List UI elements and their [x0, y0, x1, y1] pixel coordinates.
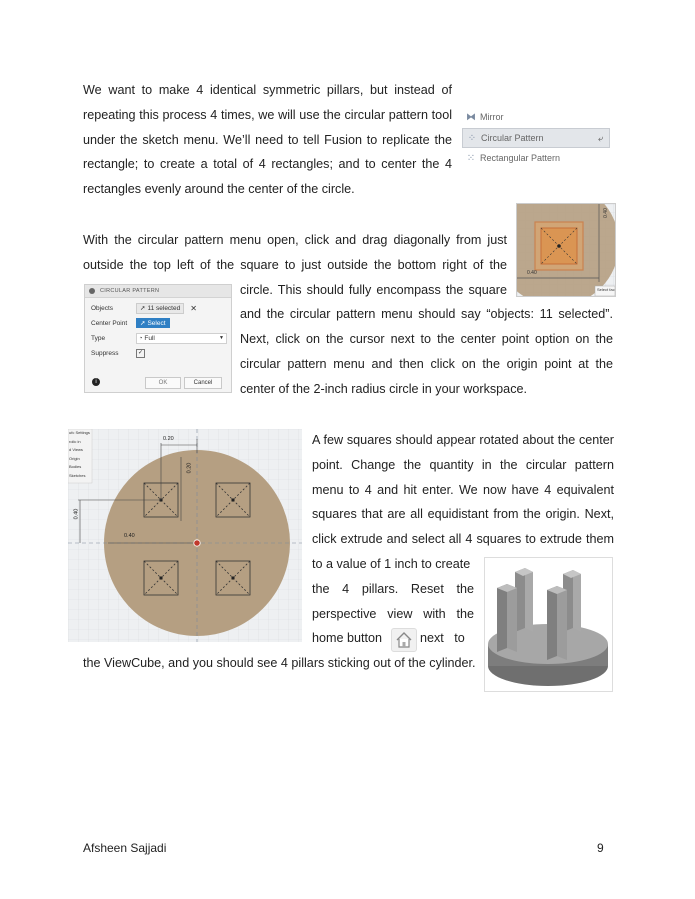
collapse-icon[interactable]: [89, 288, 95, 294]
pattern-sketch-screenshot: [68, 429, 302, 642]
paragraph-3-last: [83, 651, 483, 676]
text-line: perspective view with the: [312, 606, 474, 621]
text-line: With the circular pattern menu open, click and drag diagonally from just: [83, 233, 507, 247]
type-dropdown[interactable]: [136, 333, 227, 344]
menu-item-circular-pattern[interactable]: [462, 128, 610, 148]
dimension-label: 0.20: [163, 436, 174, 442]
type-label: Type: [91, 334, 106, 342]
text-line: rectangles evenly around the center of the circle.: [83, 182, 355, 197]
select-label: Select: [147, 319, 166, 327]
ok-label: OK: [158, 380, 168, 386]
suppress-label: Suppress: [91, 349, 119, 357]
paragraph-3: [312, 428, 614, 552]
circular-pattern-icon: ⁘: [467, 132, 477, 144]
text-line: We want to make 4 identical symmetric pillars, but instead of: [83, 83, 452, 97]
text-line: A few squares should appear rotated about the center: [312, 433, 614, 447]
page-number: 9: [597, 841, 604, 855]
text-line: outside the top left of the square to just outside the bottom right of the: [83, 257, 507, 272]
sketch-menu-screenshot: [462, 107, 610, 171]
dimension-label: 0.20: [186, 462, 193, 474]
text-line: circular pattern menu and then click on the origin point at the: [240, 356, 613, 371]
text-line: rectangle; to create a total of 4 rectangles; and to center the 4: [83, 157, 452, 172]
browser-sidebar: [69, 429, 90, 481]
menu-item-label: Rectangular Pattern: [480, 153, 561, 163]
text-line: center of the 2-inch radius circle in your workspace.: [240, 381, 527, 396]
paragraph-2-continued: [240, 302, 613, 401]
chevron-down-icon: ▼: [219, 335, 224, 341]
home-button[interactable]: [391, 628, 417, 652]
ok-button[interactable]: [145, 377, 181, 389]
suppress-row: [91, 347, 227, 359]
menu-item-rectangular-pattern[interactable]: [462, 149, 608, 167]
text-line: under the sketch menu. We’ll need to tell Fusion to replicate the: [83, 132, 452, 147]
center-point-select-button[interactable]: [136, 318, 170, 328]
panel-title: CIRCULAR PATTERN: [100, 288, 160, 294]
text-line: menu to 4 and hit enter. We now have 4 equivalent: [312, 482, 614, 497]
text-fragment: home button: [312, 631, 383, 646]
browser-item[interactable]: Origin: [69, 455, 80, 461]
pillars-render-image: [484, 557, 613, 692]
paragraph-2-continued: [240, 278, 507, 303]
browser-item[interactable]: rolic in: [69, 438, 81, 444]
paragraph-2: [83, 228, 507, 278]
text-line: to a value of 1 inch to create: [312, 557, 471, 571]
paragraph-3-continued: [312, 552, 474, 626]
panel-header: [85, 285, 231, 298]
paragraph-1: [83, 78, 452, 202]
browser-item[interactable]: Sketches: [69, 472, 86, 478]
cursor-icon: ➚: [140, 320, 146, 327]
circular-icon: ◔: [138, 334, 143, 342]
text-line: squares that are all equidistant from the origin. Next,: [312, 507, 614, 522]
circular-pattern-panel: [84, 284, 232, 393]
objects-value: 11 selected: [147, 304, 181, 312]
objects-label: Objects: [91, 304, 114, 312]
dimension-label: 0.40: [602, 208, 609, 218]
objects-selection[interactable]: [136, 303, 184, 314]
text-line: circle. This should fully encompass the square: [240, 282, 507, 297]
dimension-label: 0.40: [73, 508, 80, 520]
menu-item-label: Mirror: [480, 112, 504, 122]
toolbar-tooltip: Select fac: [597, 287, 615, 292]
text-line: click extrude and select all 4 squares to extrude them: [312, 532, 614, 547]
browser-item[interactable]: d Views: [69, 447, 83, 453]
text-fragment: next to: [420, 631, 465, 646]
browser-item[interactable]: Bodies: [69, 464, 82, 470]
text-line: and the circular pattern menu should say “objects: 11 selected”.: [240, 307, 613, 322]
cursor-icon: ⤶: [597, 132, 603, 143]
cancel-button[interactable]: [184, 377, 222, 389]
text-line: the 4 pillars. Reset the: [312, 581, 474, 596]
footer-author: Afsheen Sajjadi: [83, 841, 167, 855]
text-line: repeating this process 4 times, we will use the circular pattern tool: [83, 107, 452, 122]
info-icon[interactable]: i: [92, 378, 100, 386]
mirror-icon: ⧓: [466, 111, 476, 123]
text-line: the ViewCube, and you should see 4 pillars sticking out of the cylinder.: [83, 656, 476, 670]
objects-row: [91, 302, 227, 314]
menu-item-mirror[interactable]: [462, 108, 608, 126]
rectangular-pattern-icon: ⁙: [466, 152, 476, 164]
center-point-row: [91, 317, 227, 329]
cursor-icon: ➚: [140, 305, 146, 312]
dimension-label: 0.40: [124, 533, 135, 539]
suppress-checkbox[interactable]: ✓: [137, 349, 144, 356]
selection-sketch-screenshot: [516, 203, 616, 297]
text-line: point. Change the quantity in the circular pattern: [312, 457, 614, 472]
text-line: Next, click on the cursor next to the center point option on the: [240, 332, 613, 347]
clear-selection-icon[interactable]: ✕: [190, 303, 197, 313]
type-row: [91, 332, 227, 344]
home-icon: [392, 629, 416, 651]
type-value: Full: [144, 334, 155, 342]
cancel-label: Cancel: [193, 380, 213, 386]
menu-item-label: Circular Pattern: [481, 133, 544, 143]
dimension-label: 0.40: [527, 270, 537, 276]
center-point-label: Center Point: [91, 319, 128, 327]
browser-item[interactable]: ufc Settings: [69, 430, 90, 435]
